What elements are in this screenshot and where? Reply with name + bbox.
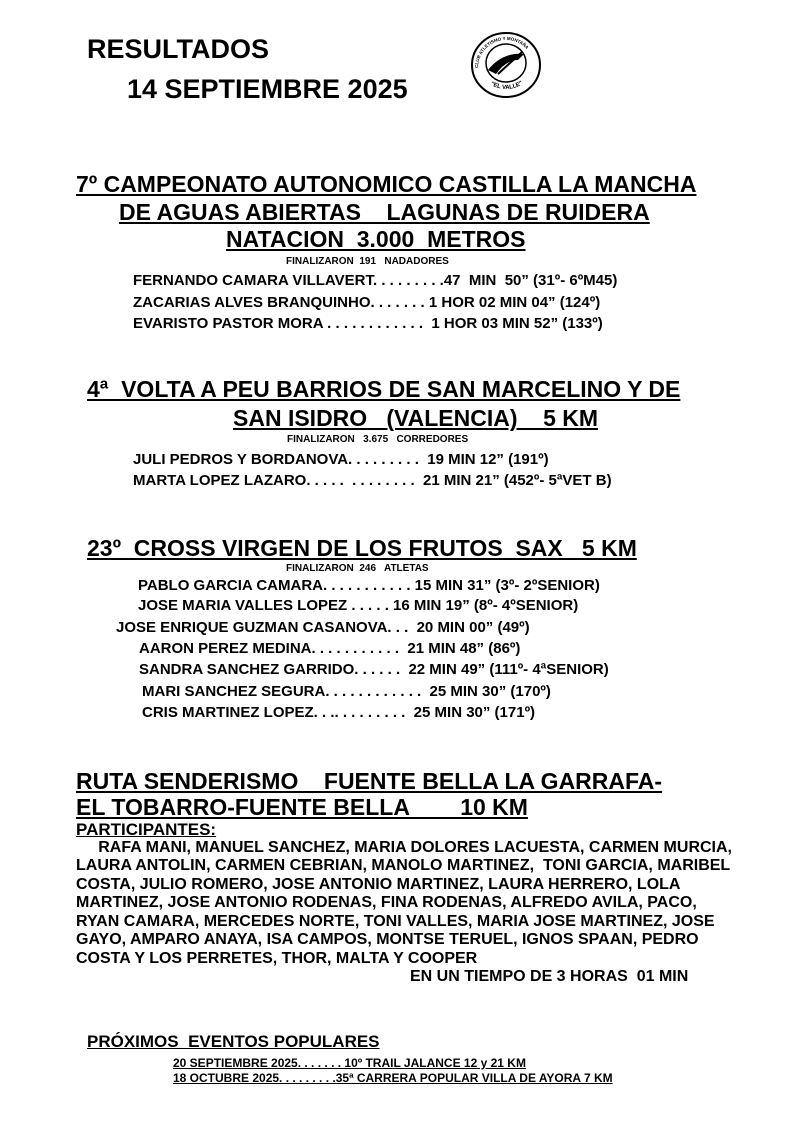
participants-label: PARTICIPANTES: [76,820,217,839]
event-1-title-line: DE AGUAS ABIERTAS LAGUNAS DE RUIDERA [119,199,650,225]
participants-line: MARTINEZ, JOSE ANTONIO RODENAS, FINA RODENAS, ALFREDO AVILA, PACO, [76,894,697,911]
result-row: JULI PEDROS Y BORDANOVA. . . . . . . . . 19 MIN 12” (191º) [133,451,549,468]
event-1-title-line: 7º CAMPEONATO AUTONOMICO CASTILLA LA MANCHA [76,171,697,197]
page-title: RESULTADOS [87,34,269,64]
result-row: CRIS MARTINEZ LOPEZ. . .. . . . . . . . . 25 MIN 30” (171º) [142,704,536,721]
event-1-finished: FINALIZARON 191 NADADORES [286,256,449,267]
result-row: JOSE ENRIQUE GUZMAN CASANOVA. . . 20 MIN 00” (49º) [116,619,530,636]
event-2-finished: FINALIZARON 3.675 CORREDORES [287,434,469,445]
result-row: AARON PEREZ MEDINA. . . . . . . . . . . 21 MIN 48” (86º) [139,640,521,657]
hike-title-line: EL TOBARRO-FUENTE BELLA 10 KM [76,794,528,820]
participants-line: GAYO, AMPARO ANAYA, ISA CAMPOS, MONTSE TERUEL, IGNOS SPAAN, PEDRO [76,931,699,948]
event-1-title-line: NATACION 3.000 METROS [226,226,526,252]
upcoming-item: 20 SEPTIEMBRE 2025. . . . . . . 10º TRAIL JALANCE 12 y 21 KM [173,1056,526,1070]
participants-line: COSTA, JULIO ROMERO, JOSE ANTONIO MARTINEZ, LAURA HERRERO, LOLA [76,876,681,893]
upcoming-item: 18 OCTUBRE 2025. . . . . . . . .35ª CARRERA POPULAR VILLA DE AYORA 7 KM [173,1071,613,1085]
result-row: SANDRA SANCHEZ GARRIDO. . . . . . 22 MIN 49” (111º- 4ªSENIOR) [139,661,609,678]
result-row: MARTA LOPEZ LAZARO. . . . . . . . . . . . . 21 MIN 21” (452º- 5ªVET B) [133,472,612,489]
participants-line: RYAN CAMARA, MERCEDES NORTE, TONI VALLES, MARIA JOSE MARTINEZ, JOSE [76,913,715,930]
result-row: ZACARIAS ALVES BRANQUINHO. . . . . . . 1 HOR 02 MIN 04” (124º) [133,294,601,311]
result-row: MARI SANCHEZ SEGURA. . . . . . . . . . . . 25 MIN 30” (170º) [142,683,551,700]
participants-line: COSTA Y LOS PERRETES, THOR, MALTA Y COOPER [76,950,478,967]
participants-line: LAURA ANTOLIN, CARMEN CEBRIAN, MANOLO MARTINEZ, TONI GARCIA, MARIBEL [76,857,731,874]
result-row: EVARISTO PASTOR MORA . . . . . . . . . . . . 1 HOR 03 MIN 52” (133º) [133,315,603,332]
event-3-finished: FINALIZARON 246 ATLETAS [286,563,429,574]
result-row: PABLO GARCIA CAMARA. . . . . . . . . . . 15 MIN 31” (3º- 2ºSENIOR) [138,577,600,594]
logo-text-bottom: "EL VALLE" [489,80,524,92]
upcoming-title: PRÓXIMOS EVENTOS POPULARES [87,1032,380,1051]
page-date: 14 SEPTIEMBRE 2025 [127,74,408,104]
hike-time: EN UN TIEMPO DE 3 HORAS 01 MIN [410,968,689,985]
event-2-title-line: 4ª VOLTA A PEU BARRIOS DE SAN MARCELINO Y DE [87,376,681,402]
event-3-title: 23º CROSS VIRGEN DE LOS FRUTOS SAX 5 KM [87,535,637,561]
result-row: FERNANDO CAMARA VILLAVERT. . . . . . . . .47 MIN 50” (31º- 6ºM45) [133,272,618,289]
club-logo [468,30,544,100]
hike-title-line: RUTA SENDERISMO FUENTE BELLA LA GARRAFA- [76,768,663,794]
participants-line: RAFA MANI, MANUEL SANCHEZ, MARIA DOLORES LACUESTA, CARMEN MURCIA, [76,839,732,856]
event-2-title-line: SAN ISIDRO (VALENCIA) 5 KM [233,405,599,431]
result-row: JOSE MARIA VALLES LOPEZ . . . . . 16 MIN 19” (8º- 4ºSENIOR) [138,597,579,614]
logo-text-top: CLUB ATLETISMO Y MONTAÑA [473,35,530,69]
